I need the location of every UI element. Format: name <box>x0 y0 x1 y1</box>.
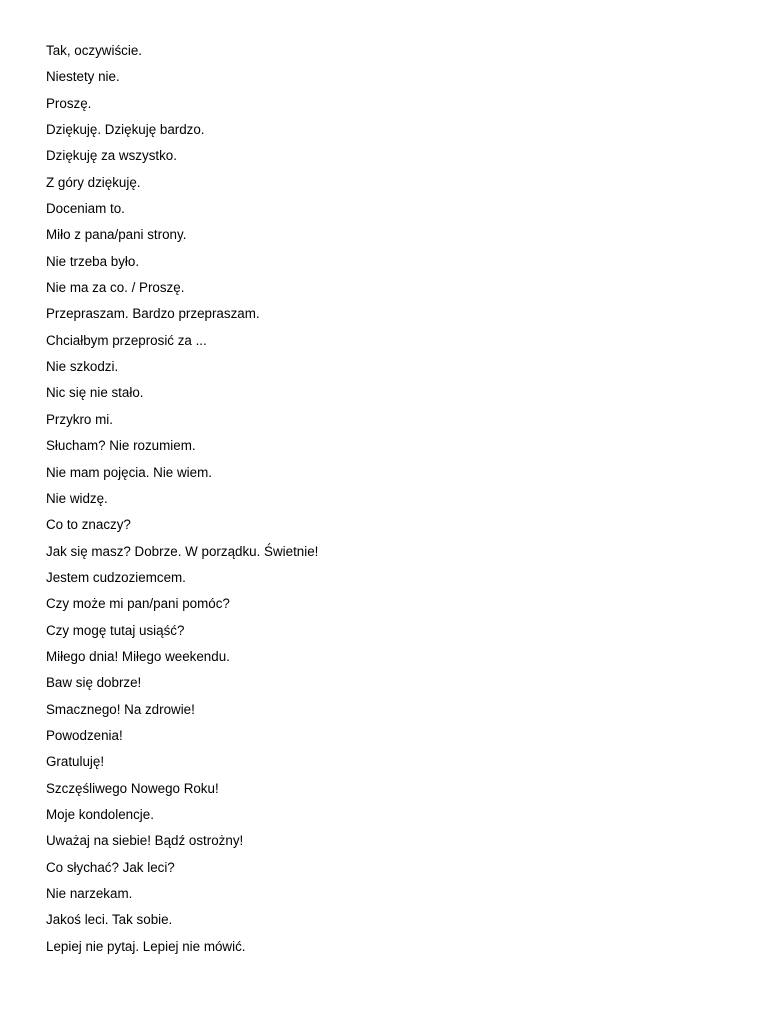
phrase-line: Baw się dobrze! <box>46 675 142 691</box>
phrase-line: Jestem cudzoziemcem. <box>46 569 186 585</box>
phrase-line: Powodzenia! <box>46 727 123 743</box>
phrase-line: Nie trzeba było. <box>46 253 140 269</box>
phrase-line: Przykro mi. <box>46 411 113 427</box>
phrase-line: Nic się nie stało. <box>46 385 144 401</box>
phrase-line: Nie narzekam. <box>46 886 133 901</box>
phrase-line: Niestety nie. <box>46 69 120 85</box>
phrase-line: Jak się masz? Dobrze. W porządku. Świetnie! <box>46 543 319 559</box>
phrase-line: Słucham? Nie rozumiem. <box>46 438 196 454</box>
phrase-line: Jakoś leci. Tak sobie. <box>46 912 173 928</box>
phrase-line: Chciałbym przeprosić za ... <box>46 332 207 348</box>
phrase-line: Miło z pana/pani strony. <box>46 227 187 243</box>
phrase-line: Nie ma za co. / Proszę. <box>46 280 185 296</box>
phrase-line: Szczęśliwego Nowego Roku! <box>46 780 219 796</box>
phrase-list <box>46 43 318 965</box>
phrase-line: Lepiej nie pytaj. Lepiej nie mówić. <box>46 938 246 954</box>
phrase-line: Smacznego! Na zdrowie! <box>46 701 195 717</box>
phrase-line: Nie mam pojęcia. Nie wiem. <box>46 464 212 480</box>
phrase-line: Co słychać? Jak leci? <box>46 859 175 875</box>
phrase-line: Tak, oczywiście. <box>46 43 142 58</box>
phrase-line: Czy mogę tutaj usiąść? <box>46 622 185 638</box>
phrase-line: Uważaj na siebie! Bądź ostrożny! <box>46 833 244 849</box>
phrase-line: Proszę. <box>46 95 92 111</box>
phrase-line: Moje kondolencje. <box>46 806 154 822</box>
phrase-line: Co to znaczy? <box>46 517 131 533</box>
phrase-line: Przepraszam. Bardzo przepraszam. <box>46 306 260 322</box>
phrase-line: Gratuluję! <box>46 754 105 770</box>
phrase-line: Czy może mi pan/pani pomóc? <box>46 596 230 612</box>
phrase-line: Dziękuję za wszystko. <box>46 148 177 164</box>
phrase-line: Dziękuję. Dziękuję bardzo. <box>46 122 205 138</box>
phrase-line: Nie widzę. <box>46 490 108 506</box>
phrase-line: Doceniam to. <box>46 201 125 217</box>
phrase-line: Nie szkodzi. <box>46 359 119 375</box>
phrase-line: Z góry dziękuję. <box>46 174 141 190</box>
phrase-line: Miłego dnia! Miłego weekendu. <box>46 648 230 664</box>
